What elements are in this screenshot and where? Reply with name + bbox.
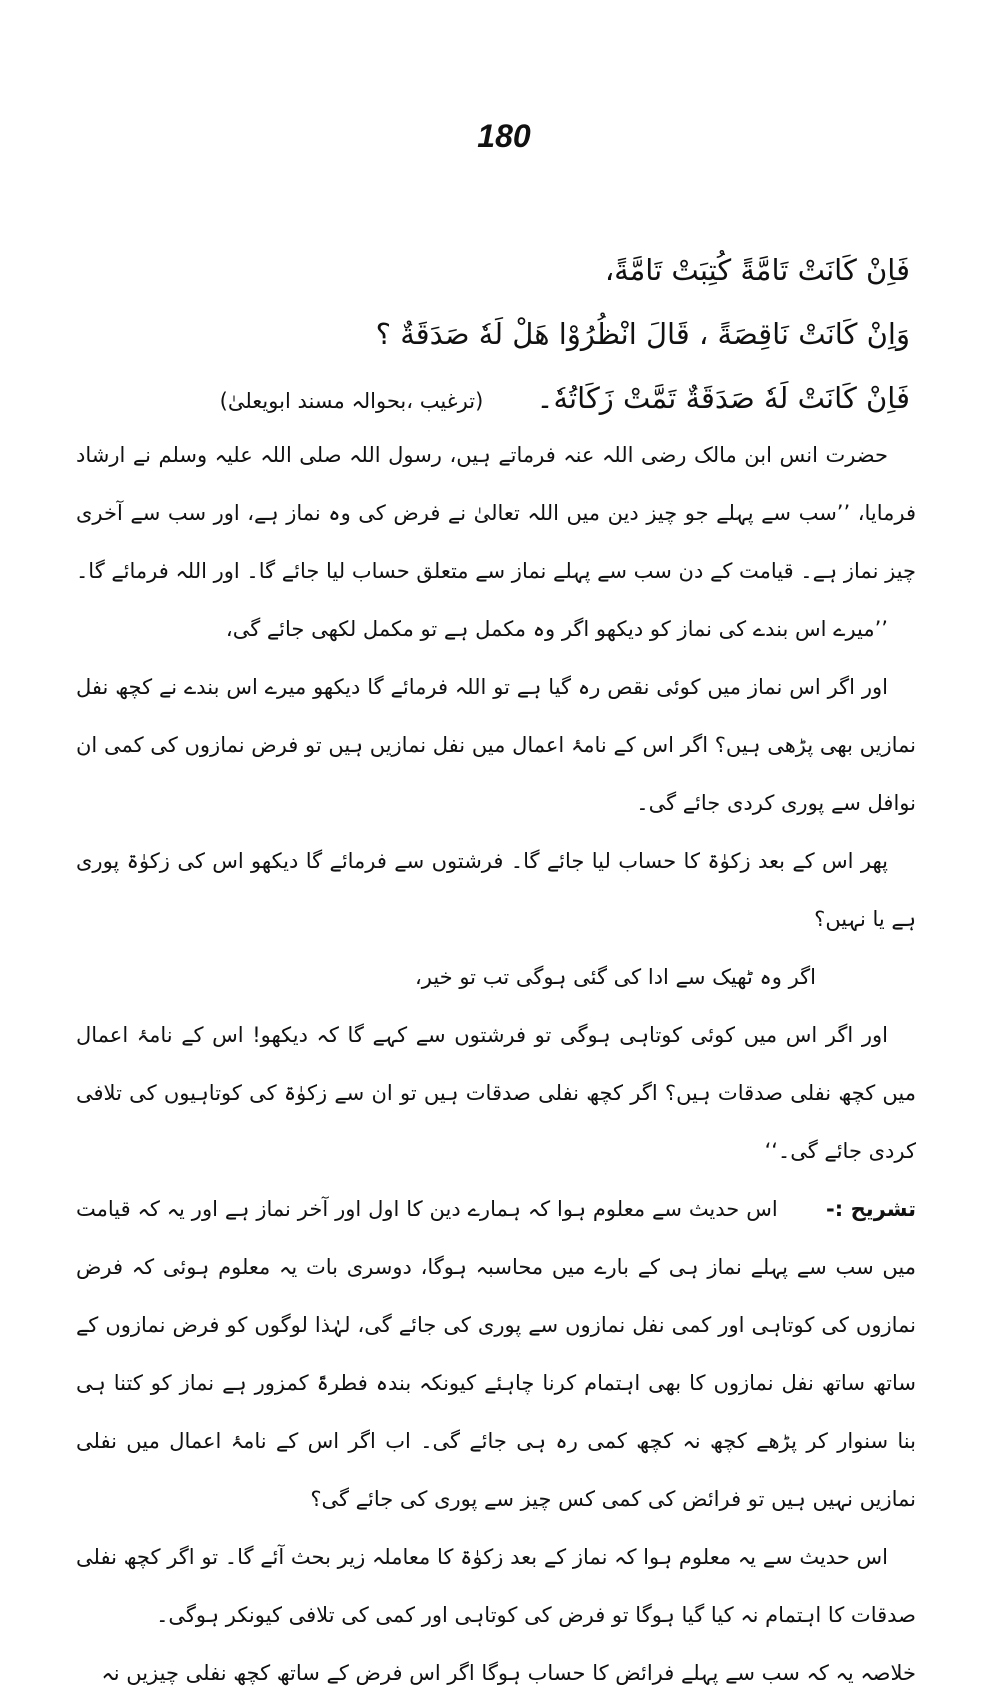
arabic-line-1: فَاِنْ كَانَتْ تَامَّةً كُتِبَتْ تَامَّةً،: [604, 253, 910, 287]
paragraph-zakat-conclusion: اس حدیث سے یہ معلوم ہوا کہ نماز کے بعد زکوٰۃ کا معاملہ زیر بحث آئے گا۔ تو اگر کچھ نفلی صدقات کا اہتمام نہ کیا گیا ہوگا تو فرض کی کوتاہی اور کمی کی تلافی کیونکر ہوگی۔: [76, 1545, 916, 1627]
paragraph-nafl-prayers: اور اگر اس نماز میں کوئی نقص رہ گیا ہے تو اللہ فرمائے گا دیکھو میرے اس بندے نے کچھ نفل نمازیں بھی پڑھی ہیں؟ اگر اس کے نامۂ اعمال میں نفل نمازیں ہیں تو فرض نمازوں کی کمی ان نوافل سے پوری کردی جائے گی۔: [76, 675, 916, 815]
paragraph-summary: خلاصہ یہ کہ سب سے پہلے فرائض کا حساب ہوگا اگر اس فرض کے ساتھ کچھ نفلی چیزیں نہ: [101, 1661, 916, 1685]
commentary-text: اس حدیث سے معلوم ہوا کہ ہمارے دین کا اول اور آخر نماز ہے اور یہ کہ قیامت میں سب سے پہلے نماز ہی کے بارے میں محاسبہ ہوگا، دوسری بات یہ معلوم ہوئی کہ فرض نمازوں کی کوتاہی اور کمی نفل نمازوں سے پوری کی جائے گی، لہٰذا لوگوں کو فرض نمازوں کے ساتھ ساتھ نفل نمازوں کا بھی اہتمام کرنا چاہئے کیونکہ بندہ فطرۃً کمزور ہے نماز کو کتنا ہی بنا سنوار کر پڑھے کچھ نہ کچھ کمی رہ ہی جائے گی۔ اب اگر اس کے نامۂ اعمال میں نفلی نمازیں نہیں ہیں تو فرائض کی کمی کس چیز سے پوری کی جائے گی؟: [76, 1197, 916, 1511]
paragraph-zakat-account: پھر اس کے بعد زکوٰۃ کا حساب لیا جائے گا۔ فرشتوں سے فرمائے گا دیکھو اس کی زکوٰۃ پوری ہے یا نہیں؟: [76, 849, 916, 931]
hadith-arabic-text: [140, 238, 910, 430]
urdu-body-text: [76, 426, 916, 1702]
arabic-line-2: وَاِنْ كَانَتْ نَاقِصَةً ، قَالَ انْظُرُوْا هَلْ لَهٗ صَدَقَةٌ ؟: [375, 317, 910, 351]
arabic-line-3: [140, 366, 910, 430]
paragraph-commentary: [76, 1180, 916, 1528]
commentary-label: تشریح :-: [826, 1197, 917, 1221]
page-number: 180: [477, 118, 531, 154]
paragraph-hadith-intro: حضرت انس ابن مالک رضی اللہ عنہ فرماتے ہیں، رسول اللہ صلی اللہ علیہ وسلم نے ارشاد فرمایا، ’’سب سے پہلے جو چیز دین میں اللہ تعالیٰ نے فرض کی وہ نماز ہے، اور سب سے آخری چیز نماز ہے۔ قیامت کے دن سب سے پہلے نماز سے متعلق حساب لیا جائے گا۔ اور اللہ فرمائے گا۔: [76, 443, 916, 583]
paragraph-if-correct: اگر وہ ٹھیک سے ادا کی گئی ہوگی تب تو خیر،: [414, 965, 816, 989]
paragraph-quote-start: ’’میرے اس بندے کی نماز کو دیکھو اگر وہ مکمل ہے تو مکمل لکھی جائے گی،: [225, 617, 888, 641]
paragraph-nafl-charity: اور اگر اس میں کوئی کوتاہی ہوگی تو فرشتوں سے کہے گا کہ دیکھو! اس کے نامۂ اعمال میں کچھ نفلی صدقات ہیں؟ اگر کچھ نفلی صدقات ہیں تو ان سے زکوٰۃ کی کوتاہیوں کی تلافی کردی جائے گی۔‘‘: [76, 1023, 916, 1163]
arabic-line-3-text: فَاِنْ كَانَتْ لَهٗ صَدَقَةٌ تَمَّتْ زَكَاتُهٗ۔: [536, 381, 910, 415]
hadith-reference: (ترغیب ،بحوالہ مسند ابویعلیٰ): [219, 389, 484, 413]
